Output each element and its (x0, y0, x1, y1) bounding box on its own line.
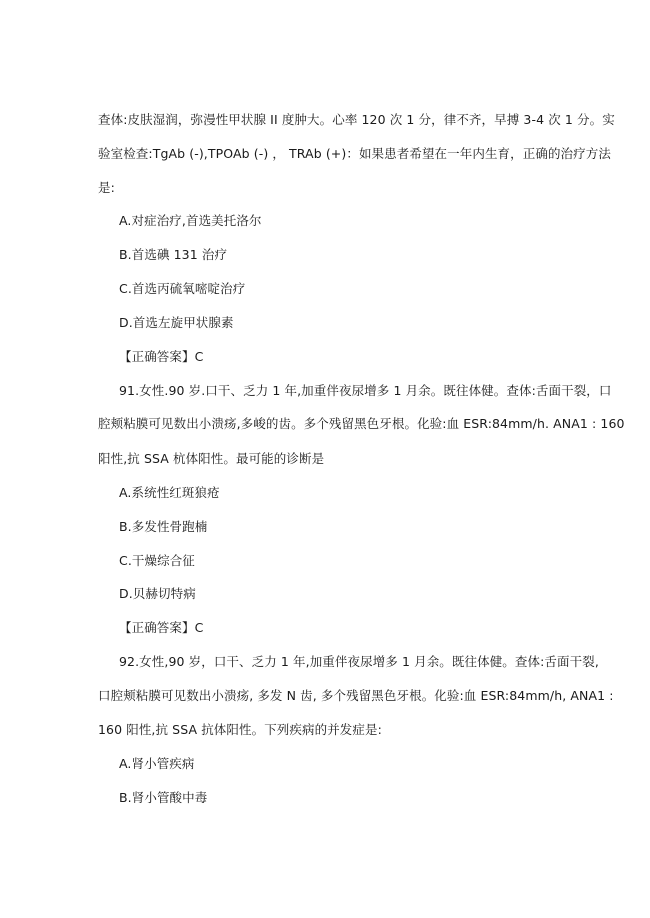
q90-answer: 【正确答案】C (119, 349, 204, 364)
q91-stem-line-1: 91.女性.90 岁.口干、乏力 1 年,加重伴夜尿增多 1 月余。既往体健。查体:舌面干裂，口 (119, 383, 612, 398)
q92-stem-line-3: 160 阳性,抗 SSA 抗体阳性。下列疾病的并发症是: (98, 722, 382, 737)
q92-stem-line-1: 92.女性,90 岁，口干、乏力 1 年,加重伴夜尿增多 1 月余。既往体健。查体:舌面干裂, (119, 654, 599, 669)
q91-stem-line-3: 阳性,抗 SSA 杭体阳性。最可能的诊断是 (98, 451, 325, 466)
q91-option-d: D.贝赫切特病 (119, 586, 196, 601)
q90-option-d: D.首选左旋甲状腺素 (119, 315, 234, 330)
q92-option-b: B.肾小管酸中毒 (119, 790, 208, 805)
q91-stem-line-2: 腔颊粘膜可见数出小溃疡,多峻的齿。多个残留黑色牙根。化验:血 ESR:84mm/h. ANA1 : 160 (98, 416, 625, 431)
q90-option-c: C.首选丙硫氧嘧啶治疗 (119, 281, 246, 296)
q90-stem-line-3: 是: (98, 180, 115, 195)
q91-option-b: B.多发性骨跑楠 (119, 519, 208, 534)
q90-stem-line-2: 验室检查:TgAb (-),TPOAb (-) ， TRAb (+)：如果患者希望在一年内生育，正确的治疗方法 (98, 146, 611, 161)
q91-option-c: C.干燥综合征 (119, 553, 195, 568)
q92-stem-line-2: 口腔颊粘膜可见数出小溃疡, 多发 N 齿, 多个残留黑色牙根。化验:血 ESR:84mm/h, ANA1 : (98, 688, 614, 703)
q92-option-a: A.肾小管疾病 (119, 756, 195, 771)
q90-option-a: A.对症治疗,首选美托洛尔 (119, 213, 262, 228)
q90-stem-line-1: 查体:皮肤湿润，弥漫性甲状腺 II 度肿大。心率 120 次 1 分，律不齐，早搏 3-4 次 1 分。实 (98, 112, 615, 127)
q91-option-a: A.系统性红斑狼疮 (119, 485, 220, 500)
q91-answer: 【正确答案】C (119, 620, 204, 635)
q90-option-b: B.首选碘 131 治疗 (119, 247, 228, 262)
